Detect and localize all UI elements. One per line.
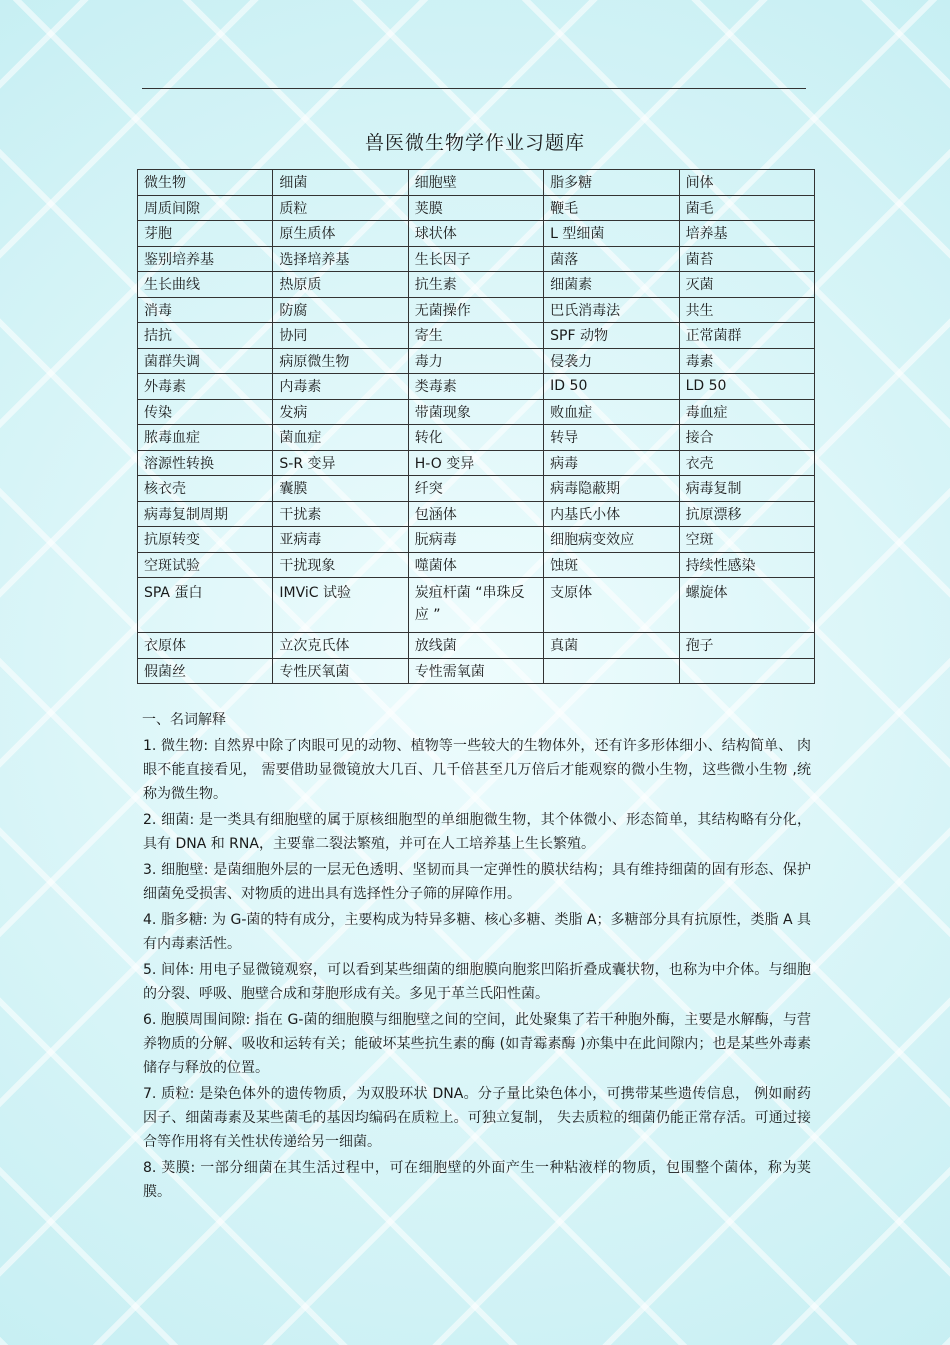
table-cell: 细胞壁: [408, 170, 543, 196]
table-row: [138, 399, 815, 425]
table-row: [138, 348, 815, 374]
table-row: [138, 450, 815, 476]
definition-text: 指在 G-菌的细胞膜与细胞壁之间的空间，此处聚集了若干种胞外酶，主要是水解酶，与营养物质的分解、吸收和运转有关；能破坏某些抗生素的酶 (如青霉素酶 )亦集中在此间隙内；也是某些外毒素储存与释放的位置。: [143, 1012, 812, 1076]
terms-table: [137, 169, 815, 684]
table-cell: 毒素: [679, 348, 814, 374]
definition-number: 6.: [143, 1012, 157, 1028]
table-cell: 炭疽杆菌 “串珠反应 ”: [408, 578, 543, 633]
table-cell: 囊膜: [273, 476, 408, 502]
table-cell: 亚病毒: [273, 527, 408, 553]
definition-term: 细菌:: [161, 812, 195, 828]
table-cell: 菌苔: [679, 246, 814, 272]
table-cell: 菌群失调: [138, 348, 273, 374]
table-cell: 脂多糖: [544, 170, 679, 196]
table-cell: 螺旋体: [679, 578, 814, 633]
table-cell: L 型细菌: [544, 221, 679, 247]
table-cell: [679, 658, 814, 684]
table-cell: 传染: [138, 399, 273, 425]
table-row: [138, 221, 815, 247]
table-cell: 间体: [679, 170, 814, 196]
table-row: [138, 633, 815, 659]
table-cell: 立次克氏体: [273, 633, 408, 659]
definition-number: 4.: [143, 912, 157, 928]
table-cell: 转导: [544, 425, 679, 451]
table-row: [138, 246, 815, 272]
table-cell: 消毒: [138, 297, 273, 323]
table-cell: 真菌: [544, 633, 679, 659]
definition-text: 用电子显微镜观察，可以看到某些细菌的细胞膜向胞浆凹陷折叠成囊状物，也称为中介体。与细胞的分裂、呼吸、胞壁合成和芽胞形成有关。多见于革兰氏阳性菌。: [143, 962, 812, 1002]
table-cell: 热原质: [273, 272, 408, 298]
table-cell: 细胞病变效应: [544, 527, 679, 553]
definition-text: 是菌细胞外层的一层无色透明、坚韧而具一定弹性的膜状结构；具有维持细菌的固有形态、保护细菌免受损害、对物质的进出具有选择性分子筛的屏障作用。: [143, 862, 812, 902]
table-cell: 内毒素: [273, 374, 408, 400]
table-cell: 寄生: [408, 323, 543, 349]
table-row: [138, 297, 815, 323]
table-cell: 孢子: [679, 633, 814, 659]
table-cell: 包涵体: [408, 501, 543, 527]
definition-term: 间体:: [161, 962, 195, 978]
definition-text: 自然界中除了肉眼可见的动物、植物等一些较大的生物体外，还有许多形体细小、结构简单、 肉眼不能直接看见， 需要借助显微镜放大几百、几千倍甚至几万倍后才能观察的微小生物，这些微小生物 ,统称为微生物。: [143, 738, 811, 802]
table-cell: 巴氏消毒法: [544, 297, 679, 323]
table-cell: 空斑试验: [138, 552, 273, 578]
table-row: [138, 658, 815, 684]
definition-term: 脂多糖:: [160, 912, 208, 928]
table-cell: 原生质体: [273, 221, 408, 247]
table-cell: S-R 变异: [273, 450, 408, 476]
table-row: [138, 527, 815, 553]
table-cell: 类毒素: [408, 374, 543, 400]
table-cell: ID 50: [544, 374, 679, 400]
definition-item: [143, 908, 811, 956]
table-cell: 病毒复制: [679, 476, 814, 502]
definition-term: 微生物:: [160, 738, 209, 754]
table-row: [138, 578, 815, 633]
table-cell: 假菌丝: [138, 658, 273, 684]
table-cell: 防腐: [273, 297, 408, 323]
page-title: 兽医微生物学作业习题库: [364, 132, 585, 154]
table-cell: 鞭毛: [544, 195, 679, 221]
table-cell: 溶源性转换: [138, 450, 273, 476]
table-cell: 生长因子: [408, 246, 543, 272]
definition-item: [143, 958, 811, 1006]
table-cell: 侵袭力: [544, 348, 679, 374]
definition-item: [143, 1156, 811, 1204]
table-cell: 朊病毒: [408, 527, 543, 553]
table-cell: 发病: [273, 399, 408, 425]
table-cell: 病毒隐蔽期: [544, 476, 679, 502]
definition-number: 2.: [143, 812, 157, 828]
definition-term: 质粒:: [161, 1086, 195, 1102]
table-cell: IMViC 试验: [273, 578, 408, 633]
table-cell: 蚀斑: [544, 552, 679, 578]
table-cell: 共生: [679, 297, 814, 323]
table-cell: 芽胞: [138, 221, 273, 247]
table-cell: 病原微生物: [273, 348, 408, 374]
table-row: [138, 374, 815, 400]
definition-term: 细胞壁:: [161, 862, 209, 878]
table-cell: 菌毛: [679, 195, 814, 221]
table-row: [138, 323, 815, 349]
table-row: [138, 425, 815, 451]
table-row: [138, 501, 815, 527]
table-cell: 专性需氧菌: [408, 658, 543, 684]
definition-text: 是染色体外的遗传物质，为双股环状 DNA。分子量比染色体小，可携带某些遗传信息， 例如耐药因子、细菌毒素及某些菌毛的基因均编码在质粒上。可独立复制， 失去质粒的细菌仍能正常存活。可通过接合等作用将有关性状传递给另一细菌。: [143, 1086, 812, 1150]
table-cell: 专性厌氧菌: [273, 658, 408, 684]
table-cell: 干扰现象: [273, 552, 408, 578]
table-cell: 核衣壳: [138, 476, 273, 502]
table-cell: 球状体: [408, 221, 543, 247]
table-row: [138, 195, 815, 221]
table-cell: 鉴别培养基: [138, 246, 273, 272]
table-cell: 病毒: [544, 450, 679, 476]
table-cell: 抗原转变: [138, 527, 273, 553]
table-cell: 外毒素: [138, 374, 273, 400]
table-cell: 空斑: [679, 527, 814, 553]
table-cell: 衣壳: [679, 450, 814, 476]
table-cell: SPF 动物: [544, 323, 679, 349]
definition-item: [143, 1082, 811, 1154]
definition-number: 3.: [143, 862, 157, 878]
header-rule: [142, 88, 806, 89]
definition-term: 荚膜:: [161, 1160, 196, 1176]
table-row: [138, 552, 815, 578]
table-cell: 内基氏小体: [544, 501, 679, 527]
table-cell: [544, 658, 679, 684]
definitions-list: [143, 734, 811, 1206]
definition-number: 7.: [143, 1086, 157, 1102]
table-cell: LD 50: [679, 374, 814, 400]
table-cell: 无菌操作: [408, 297, 543, 323]
table-cell: 细菌素: [544, 272, 679, 298]
table-cell: 毒血症: [679, 399, 814, 425]
table-row: [138, 476, 815, 502]
definition-item: [143, 1008, 811, 1080]
table-cell: 干扰素: [273, 501, 408, 527]
table-cell: 质粒: [273, 195, 408, 221]
definition-text: 为 G-菌的特有成分，主要构成为特异多糖、核心多糖、类脂 A；多糖部分具有抗原性，类脂 A 具有内毒素活性。: [143, 912, 812, 952]
table-cell: 生长曲线: [138, 272, 273, 298]
definition-number: 1.: [143, 738, 157, 754]
table-cell: 微生物: [138, 170, 273, 196]
table-cell: 支原体: [544, 578, 679, 633]
table-cell: 周质间隙: [138, 195, 273, 221]
table-cell: 持续性感染: [679, 552, 814, 578]
table-cell: 正常菌群: [679, 323, 814, 349]
definition-item: [143, 858, 811, 906]
definition-item: [143, 734, 811, 806]
table-cell: 衣原体: [138, 633, 273, 659]
table-cell: 毒力: [408, 348, 543, 374]
table-cell: H-O 变异: [408, 450, 543, 476]
table-cell: SPA 蛋白: [138, 578, 273, 633]
definition-text: 是一类具有细胞壁的属于原核细胞型的单细胞微生物，其个体微小、形态简单，其结构略有分化，具有 DNA 和 RNA，主要靠二裂法繁殖，并可在人工培养基上生长繁殖。: [143, 812, 812, 852]
table-cell: 协同: [273, 323, 408, 349]
definition-number: 8.: [143, 1160, 157, 1176]
table-cell: 抗生素: [408, 272, 543, 298]
table-cell: 荚膜: [408, 195, 543, 221]
table-cell: 病毒复制周期: [138, 501, 273, 527]
table-cell: 抗原漂移: [679, 501, 814, 527]
table-cell: 细菌: [273, 170, 408, 196]
definition-item: [143, 808, 811, 856]
section-title: 一、名词解释: [142, 712, 226, 728]
table-cell: 培养基: [679, 221, 814, 247]
definition-text: 一部分细菌在其生活过程中，可在细胞壁的外面产生一种粘液样的物质，包围整个菌体，称为荚膜。: [143, 1160, 812, 1200]
table-cell: 拮抗: [138, 323, 273, 349]
table-cell: 菌落: [544, 246, 679, 272]
definition-number: 5.: [143, 962, 157, 978]
table-cell: 脓毒血症: [138, 425, 273, 451]
table-cell: 选择培养基: [273, 246, 408, 272]
table-cell: 带菌现象: [408, 399, 543, 425]
table-cell: 转化: [408, 425, 543, 451]
table-row: [138, 272, 815, 298]
table-row: [138, 170, 815, 196]
table-cell: 败血症: [544, 399, 679, 425]
table-cell: 菌血症: [273, 425, 408, 451]
table-cell: 接合: [679, 425, 814, 451]
table-cell: 纤突: [408, 476, 543, 502]
table-cell: 噬菌体: [408, 552, 543, 578]
table-cell: 灭菌: [679, 272, 814, 298]
definition-term: 胞膜周围间隙:: [160, 1012, 251, 1028]
table-cell: 放线菌: [408, 633, 543, 659]
